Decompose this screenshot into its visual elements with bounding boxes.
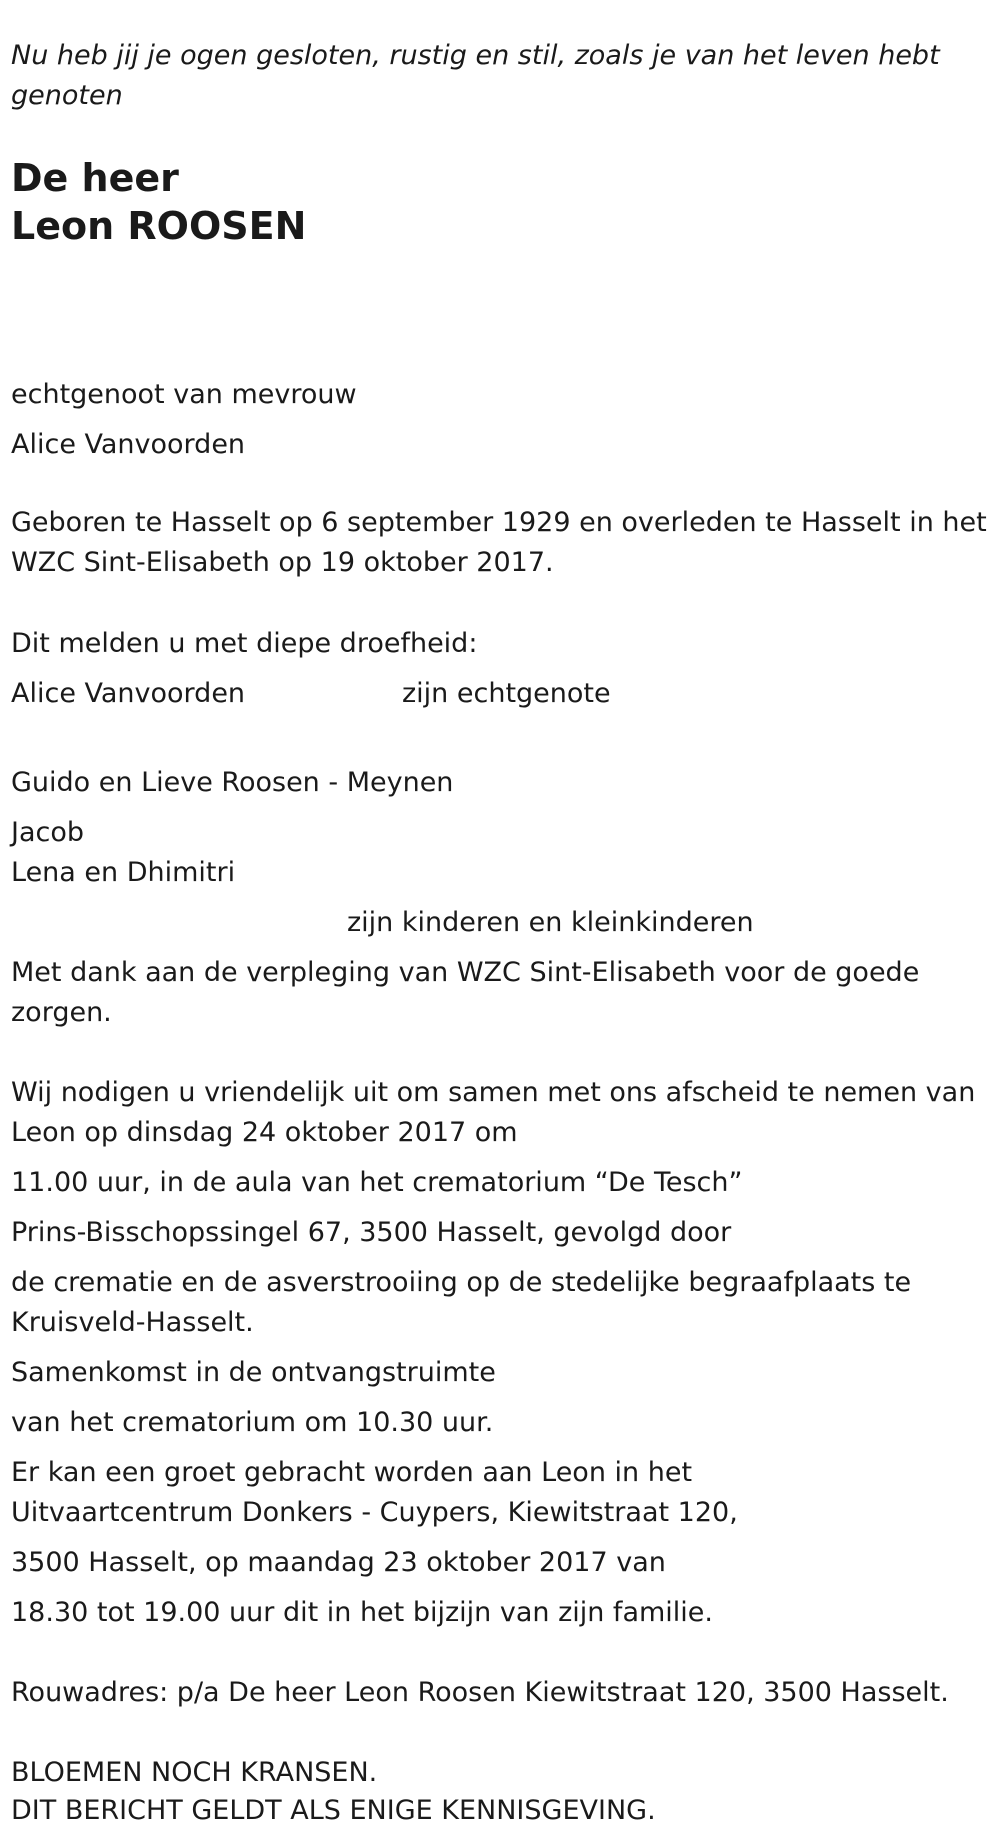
title-honorific: De heer (11, 156, 179, 200)
quote-line-1: Nu heb jij je ogen gesloten, rustig en stil, zoals je van het leven hebt (11, 40, 940, 71)
invitation-line-7: Samenkomst in de ontvangstruimte (11, 1357, 496, 1388)
invitation-line-2: Leon op dinsdag 24 oktober 2017 om (11, 1117, 518, 1148)
family-spouse-role: zijn echtgenote (402, 678, 611, 709)
birth-death-line-1: Geboren te Hasselt op 6 september 1929 en overleden te Hasselt in het (11, 507, 987, 538)
family-children-role: zijn kinderen en kleinkinderen (347, 907, 754, 938)
invitation-line-5: de crematie en de asverstrooiing op de stedelijke begraafplaats te (11, 1267, 912, 1298)
announcement: Dit melden u met diepe droefheid: (11, 628, 478, 659)
invitation-line-6: Kruisveld-Hasselt. (11, 1307, 254, 1338)
closing-line-2: DIT BERICHT GELDT ALS ENIGE KENNISGEVING. (11, 1795, 656, 1826)
mourning-address: Rouwadres: p/a De heer Leon Roosen Kiewitstraat 120, 3500 Hasselt. (11, 1677, 949, 1708)
thanks-line-1: Met dank aan de verpleging van WZC Sint-Elisabeth voor de goede (11, 957, 920, 988)
birth-death-line-2: WZC Sint-Elisabeth op 19 oktober 2017. (11, 547, 554, 578)
spouse-relation: echtgenoot van mevrouw (11, 379, 357, 410)
family-spouse-name: Alice Vanvoorden (11, 678, 246, 709)
invitation-line-1: Wij nodigen u vriendelijk uit om samen met ons afscheid te nemen van (11, 1077, 976, 1108)
invitation-line-9: Er kan een groet gebracht worden aan Leon in het (11, 1457, 693, 1488)
invitation-line-8: van het crematorium om 10.30 uur. (11, 1407, 494, 1438)
invitation-line-10: Uitvaartcentrum Donkers - Cuypers, Kiewitstraat 120, (11, 1497, 738, 1528)
quote-line-2: genoten (11, 80, 123, 111)
family-grandchild-2: Lena en Dhimitri (11, 857, 236, 888)
family-grandchild-1: Jacob (11, 817, 85, 848)
thanks-line-2: zorgen. (11, 997, 112, 1028)
invitation-line-12: 18.30 tot 19.00 uur dit in het bijzijn van zijn familie. (11, 1597, 713, 1628)
family-children: Guido en Lieve Roosen - Meynen (11, 767, 454, 798)
title-name: Leon ROOSEN (11, 204, 307, 248)
spouse-name: Alice Vanvoorden (11, 429, 246, 460)
invitation-line-4: Prins-Bisschopssingel 67, 3500 Hasselt, gevolgd door (11, 1217, 732, 1248)
invitation-line-11: 3500 Hasselt, op maandag 23 oktober 2017 van (11, 1547, 666, 1578)
closing-line-1: BLOEMEN NOCH KRANSEN. (11, 1757, 378, 1788)
invitation-line-3: 11.00 uur, in de aula van het crematorium “De Tesch” (11, 1167, 743, 1198)
